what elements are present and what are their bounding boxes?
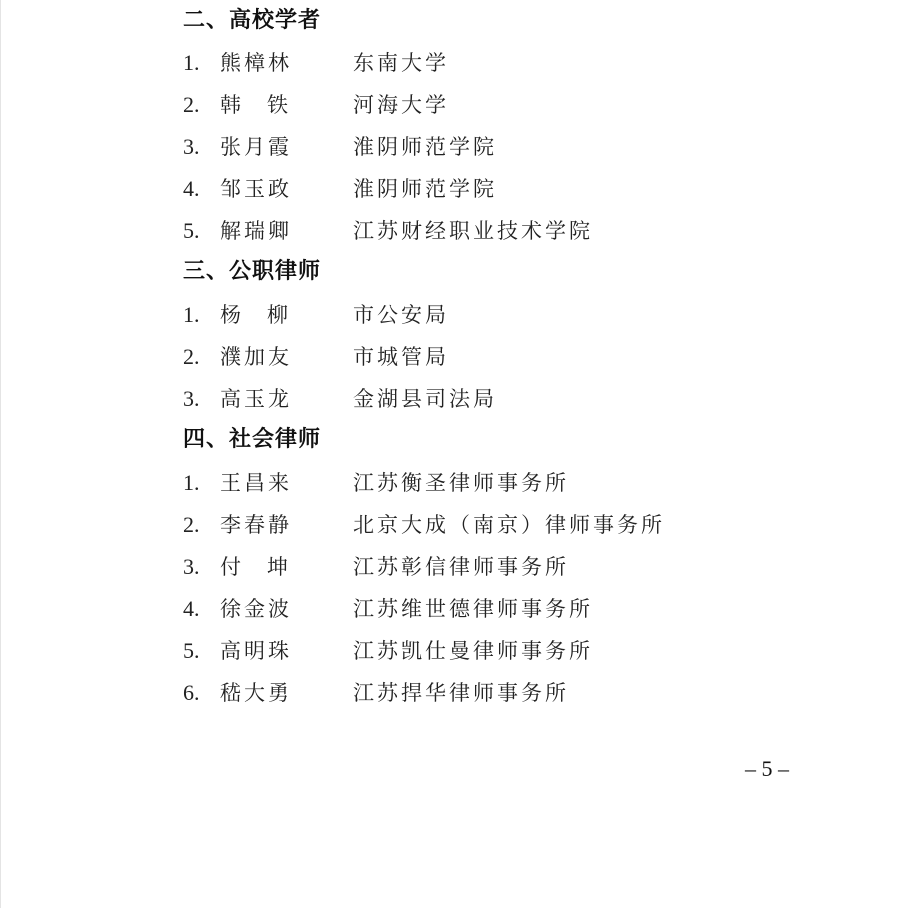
organization: 河海大学 [353, 93, 449, 117]
organization: 市公安局 [353, 303, 449, 327]
item-number: 2. [183, 344, 200, 369]
person-name: 嵇大勇 [220, 681, 292, 705]
list-item [183, 175, 783, 203]
section-heading-social-lawyers: 四、社会律师 [183, 427, 322, 452]
item-number: 1. [183, 50, 200, 75]
organization: 北京大成（南京）律师事务所 [353, 513, 665, 537]
list-item [183, 133, 783, 161]
organization: 江苏彰信律师事务所 [353, 555, 569, 579]
item-number: 3. [183, 134, 200, 159]
list-item [183, 301, 783, 329]
organization: 江苏捍华律师事务所 [353, 681, 569, 705]
person-name: 濮加友 [220, 345, 292, 369]
list-item [183, 91, 783, 119]
item-number: 5. [183, 638, 200, 663]
item-number: 2. [183, 512, 200, 537]
person-name: 韩铁 [220, 93, 314, 117]
item-number: 3. [183, 386, 200, 411]
person-name: 熊樟林 [220, 51, 292, 75]
section-heading-academics: 二、高校学者 [183, 8, 322, 33]
organization: 东南大学 [353, 51, 449, 75]
item-number: 1. [183, 302, 200, 327]
person-name: 邹玉政 [220, 177, 292, 201]
list-item [183, 637, 783, 665]
list-item [183, 511, 783, 539]
item-number: 5. [183, 218, 200, 243]
person-name: 徐金波 [220, 597, 292, 621]
section-heading-government-lawyers: 三、公职律师 [183, 259, 322, 284]
item-number: 6. [183, 680, 200, 705]
person-name: 高玉龙 [220, 387, 292, 411]
list-item [183, 385, 783, 413]
organization: 淮阴师范学院 [353, 177, 497, 201]
item-number: 2. [183, 92, 200, 117]
person-name: 解瑞卿 [220, 219, 292, 243]
person-name: 王昌来 [220, 471, 292, 495]
item-number: 4. [183, 176, 200, 201]
organization: 江苏维世德律师事务所 [353, 597, 593, 621]
item-number: 1. [183, 470, 200, 495]
list-item [183, 469, 783, 497]
list-item [183, 553, 783, 581]
list-item [183, 595, 783, 623]
person-name: 杨柳 [220, 303, 314, 327]
list-item [183, 49, 783, 77]
organization: 江苏凯仕曼律师事务所 [353, 639, 593, 663]
person-name: 李春静 [220, 513, 292, 537]
list-item [183, 343, 783, 371]
organization: 江苏衡圣律师事务所 [353, 471, 569, 495]
person-name: 张月霞 [220, 135, 292, 159]
organization: 金湖县司法局 [353, 387, 497, 411]
list-item [183, 217, 783, 245]
list-item [183, 679, 783, 707]
page-number: – 5 – [745, 756, 789, 781]
organization: 市城管局 [353, 345, 449, 369]
organization: 淮阴师范学院 [353, 135, 497, 159]
item-number: 3. [183, 554, 200, 579]
item-number: 4. [183, 596, 200, 621]
person-name: 高明珠 [220, 639, 292, 663]
person-name: 付坤 [220, 555, 314, 579]
organization: 江苏财经职业技术学院 [353, 219, 593, 243]
